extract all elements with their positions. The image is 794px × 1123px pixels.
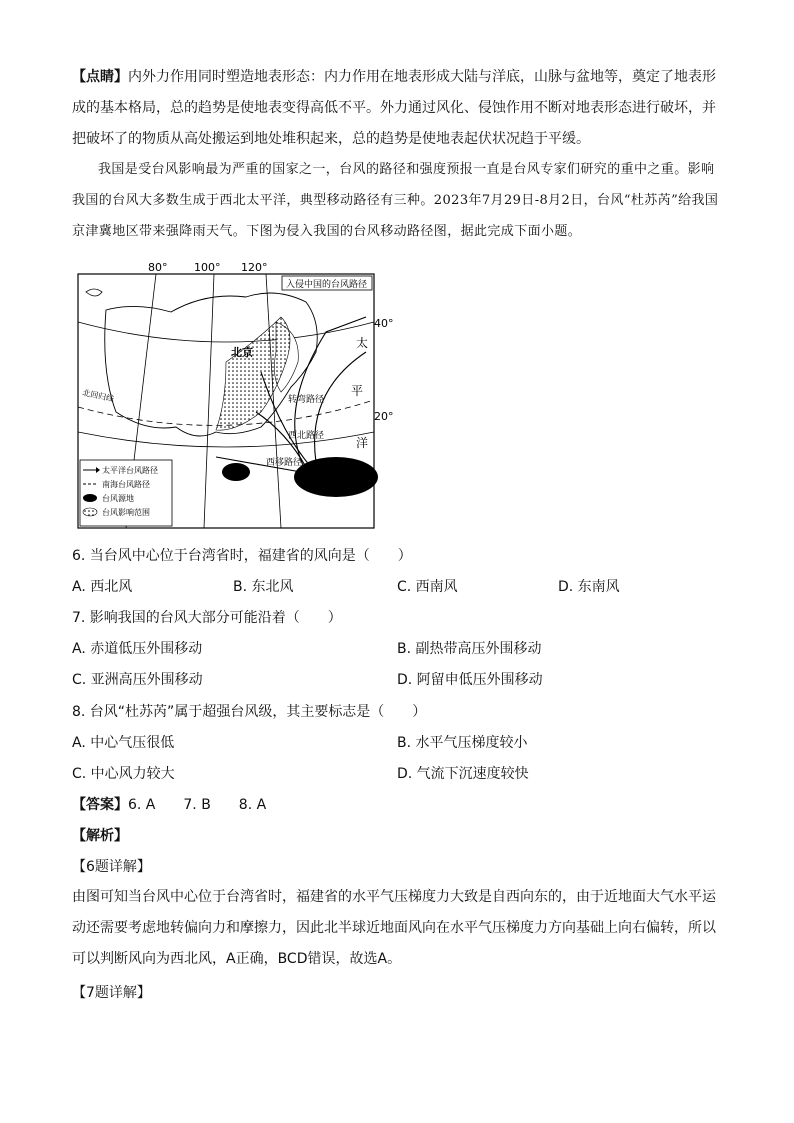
question-8-stem: 8. 台风“杜苏芮”属于超强台风级，其主要标志是（ ） [72,704,427,720]
lon-label-120: 120° [241,261,268,274]
legend-source: 台风源地 [102,494,134,503]
lon-label-100: 100° [194,261,221,274]
q6-option-a: A. 西北风 [72,579,133,595]
answer-tag: 【答案】 [72,797,128,813]
ocean-char-2: 平 [351,384,364,398]
jiexi-heading: 【解析】 [72,828,128,844]
q7-detail-heading: 【7题详解】 [72,985,151,1001]
dianjing-tag: 【点睛】 [72,69,128,85]
beijing-label: 北京 [231,346,253,359]
tropic-label: 北回归线 [81,388,115,404]
q6-option-d: D. 东南风 [558,579,620,595]
q8-option-c: C. 中心风力较大 [72,766,175,782]
ocean-char-3: 洋 [356,436,369,450]
lat-label-20: 20° [374,410,394,423]
route-label-northwest: 西北路径 [288,431,325,441]
intro-paragraph: 我国是受台风影响最为严重的国家之一，台风的路径和强度预报一直是台风专家们研究的重中之重。影响我国的台风大多数生成于西北太平洋，典型移动路径有三种。2023年7月29日-8月2日，台风“杜苏芮”给我国京津冀地区带来强降雨天气。下图为侵入我国的台风移动路径图，据此完成下面小题。 [72,162,719,239]
legend-pacific-route: 太平洋台风路径 [102,466,158,475]
lon-label-80: 80° [148,261,168,274]
legend-impact-area: 台风影响范围 [102,508,150,517]
q6-detail-text: 由图可知当台风中心位于台湾省时，福建省的水平气压梯度力大致是自西向东的，由于近地面大气水平运动还需要考虑地转偏向力和摩擦力，因此北半球近地面风向在水平气压梯度力方向基础上向右偏转，所以可以判断风向为西北风，A正确，BCD错误，故选A。 [72,889,716,967]
map-title: 入侵中国的台风路径 [286,280,368,290]
route-label-turn: 转弯路径 [288,395,325,405]
dianjing-text: 内外力作用同时塑造地表形态：内力作用在地表形成大陆与洋底，山脉与盆地等，奠定了地表形成的基本格局，总的趋势是使地表变得高低不平。外力通过风化、侵蚀作用不断对地表形态进行破坏，并把破坏了的物质从高处搬运到地处堆积起来，总的趋势是使地表起伏状况趋于平缓。 [72,69,716,147]
q7-option-a: A. 赤道低压外围移动 [72,641,203,657]
q6-option-c: C. 西南风 [397,579,458,595]
q7-option-d: D. 阿留申低压外围移动 [397,672,543,688]
route-label-west: 西移路径 [266,458,303,468]
lat-label-40: 40° [374,317,394,330]
map-legend [80,460,172,526]
question-7-stem: 7. 影响我国的台风大部分可能沿着（ ） [72,610,342,626]
typhoon-source-pacific [294,457,378,497]
typhoon-source-scs [222,463,250,481]
answer-text: 6. A 7. B 8. A [128,797,267,813]
q7-option-b: B. 副热带高压外围移动 [397,641,542,657]
ocean-char-1: 太 [356,336,369,350]
q8-option-a: A. 中心气压很低 [72,735,175,751]
q8-option-d: D. 气流下沉速度较快 [397,766,529,782]
q7-option-c: C. 亚洲高压外围移动 [72,672,203,688]
q8-option-b: B. 水平气压梯度较小 [397,735,528,751]
answer-line [72,795,266,815]
q6-detail-heading: 【6题详解】 [72,859,151,875]
legend-scs-route: 南海台风路径 [102,480,150,489]
typhoon-route-map [76,261,394,530]
dianjing-paragraph [72,62,724,155]
q6-option-b: B. 东北风 [233,579,294,595]
question-6-stem: 6. 当台风中心位于台湾省时，福建省的风向是（ ） [72,548,412,564]
